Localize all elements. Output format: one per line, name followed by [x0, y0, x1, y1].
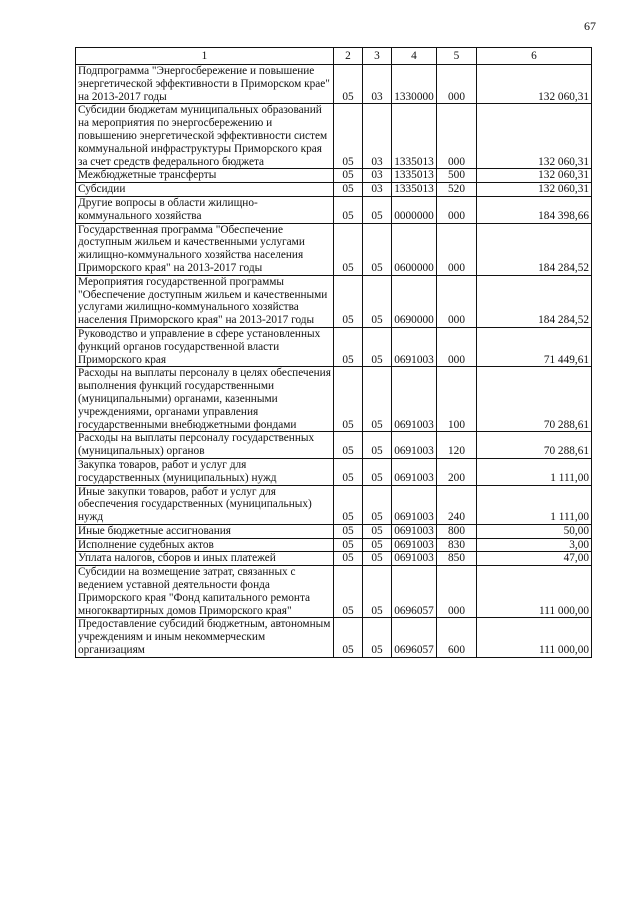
- row-section: 05: [334, 524, 363, 538]
- row-amount: 71 449,61: [477, 327, 592, 366]
- row-amount: 70 288,61: [477, 367, 592, 432]
- table-row: [76, 196, 592, 223]
- row-amount: 184 284,52: [477, 275, 592, 327]
- row-section: 05: [334, 485, 363, 524]
- row-expense-type: 520: [437, 183, 477, 197]
- row-section: 05: [334, 367, 363, 432]
- table-row: [76, 432, 592, 459]
- table-body: [76, 65, 592, 658]
- row-article: 0696057: [392, 566, 437, 618]
- table-header-row: [76, 48, 592, 65]
- row-article: 0000000: [392, 196, 437, 223]
- row-name: Иные закупки товаров, работ и услуг для обеспечения государственных (муниципальных) нужд: [76, 485, 334, 524]
- row-amount: 111 000,00: [477, 566, 592, 618]
- row-section: 05: [334, 104, 363, 169]
- row-subsection: 05: [363, 566, 392, 618]
- row-name: Предоставление субсидий бюджетным, автономным учреждениям и иным некоммерческим организациям: [76, 618, 334, 657]
- row-section: 05: [334, 618, 363, 657]
- row-subsection: 03: [363, 183, 392, 197]
- row-article: 0696057: [392, 618, 437, 657]
- row-subsection: 05: [363, 275, 392, 327]
- row-name: Уплата налогов, сборов и иных платежей: [76, 552, 334, 566]
- table-row: [76, 538, 592, 552]
- row-article: 0691003: [392, 458, 437, 485]
- header-col-name: 1: [76, 48, 334, 65]
- row-expense-type: 240: [437, 485, 477, 524]
- row-expense-type: 600: [437, 618, 477, 657]
- row-expense-type: 500: [437, 169, 477, 183]
- row-subsection: 05: [363, 618, 392, 657]
- row-name: Субсидии: [76, 183, 334, 197]
- row-expense-type: 830: [437, 538, 477, 552]
- row-name: Исполнение судебных актов: [76, 538, 334, 552]
- row-amount: 70 288,61: [477, 432, 592, 459]
- row-article: 0691003: [392, 432, 437, 459]
- row-subsection: 05: [363, 524, 392, 538]
- row-name: Государственная программа "Обеспечение доступным жильем и качественными услугами жилищно-коммунального хозяйства населения Приморского края" на 2013-2017 годы: [76, 223, 334, 275]
- row-article: 0691003: [392, 367, 437, 432]
- table-row: [76, 552, 592, 566]
- row-amount: 1 111,00: [477, 458, 592, 485]
- header-col-subsection: 3: [363, 48, 392, 65]
- row-subsection: 05: [363, 223, 392, 275]
- row-section: 05: [334, 566, 363, 618]
- row-expense-type: 000: [437, 327, 477, 366]
- row-amount: 184 284,52: [477, 223, 592, 275]
- row-amount: 111 000,00: [477, 618, 592, 657]
- row-name: Субсидии на возмещение затрат, связанных с ведением уставной деятельности фонда Приморского края "Фонд капитального ремонта многоквартирных домов Приморского края": [76, 566, 334, 618]
- row-section: 05: [334, 458, 363, 485]
- table-row: [76, 65, 592, 104]
- row-article: 0691003: [392, 485, 437, 524]
- row-article: 1335013: [392, 169, 437, 183]
- row-amount: 132 060,31: [477, 65, 592, 104]
- table-row: [76, 524, 592, 538]
- row-article: 0690000: [392, 275, 437, 327]
- header-col-section: 2: [334, 48, 363, 65]
- row-expense-type: 000: [437, 196, 477, 223]
- row-subsection: 03: [363, 65, 392, 104]
- budget-table: [75, 47, 592, 658]
- row-amount: 1 111,00: [477, 485, 592, 524]
- row-article: 0691003: [392, 552, 437, 566]
- row-expense-type: 000: [437, 65, 477, 104]
- row-expense-type: 000: [437, 566, 477, 618]
- header-col-article: 4: [392, 48, 437, 65]
- row-amount: 184 398,66: [477, 196, 592, 223]
- row-expense-type: 200: [437, 458, 477, 485]
- row-subsection: 05: [363, 458, 392, 485]
- row-amount: 132 060,31: [477, 183, 592, 197]
- table-row: [76, 458, 592, 485]
- row-article: 0691003: [392, 327, 437, 366]
- row-name: Иные бюджетные ассигнования: [76, 524, 334, 538]
- row-amount: 132 060,31: [477, 169, 592, 183]
- row-article: 0600000: [392, 223, 437, 275]
- row-name: Другие вопросы в области жилищно-коммунального хозяйства: [76, 196, 334, 223]
- row-article: 0691003: [392, 524, 437, 538]
- row-section: 05: [334, 196, 363, 223]
- row-name: Расходы на выплаты персоналу государственных (муниципальных) органов: [76, 432, 334, 459]
- row-name: Субсидии бюджетам муниципальных образований на мероприятия по энергосбережению и повышению энергетической эффективности систем коммунальной инфраструктуры Приморского края за счет средств федерального бюджета: [76, 104, 334, 169]
- table-row: [76, 367, 592, 432]
- row-expense-type: 000: [437, 223, 477, 275]
- table-row: [76, 618, 592, 657]
- table-row: [76, 183, 592, 197]
- row-expense-type: 000: [437, 104, 477, 169]
- table-row: [76, 566, 592, 618]
- row-name: Мероприятия государственной программы "Обеспечение доступным жильем и качественными услугами жилищно-коммунального хозяйства населения Приморского края" на 2013-2017 годы: [76, 275, 334, 327]
- row-name: Руководство и управление в сфере установленных функций органов государственной власти Приморского края: [76, 327, 334, 366]
- row-amount: 47,00: [477, 552, 592, 566]
- table-row: [76, 104, 592, 169]
- row-section: 05: [334, 552, 363, 566]
- row-amount: 3,00: [477, 538, 592, 552]
- row-subsection: 05: [363, 538, 392, 552]
- row-subsection: 05: [363, 552, 392, 566]
- row-subsection: 05: [363, 485, 392, 524]
- row-subsection: 05: [363, 367, 392, 432]
- row-expense-type: 100: [437, 367, 477, 432]
- row-subsection: 05: [363, 432, 392, 459]
- table-row: [76, 327, 592, 366]
- row-section: 05: [334, 327, 363, 366]
- row-section: 05: [334, 275, 363, 327]
- row-section: 05: [334, 223, 363, 275]
- row-name: Закупка товаров, работ и услуг для государственных (муниципальных) нужд: [76, 458, 334, 485]
- row-amount: 50,00: [477, 524, 592, 538]
- row-section: 05: [334, 183, 363, 197]
- table-row: [76, 169, 592, 183]
- header-col-type: 5: [437, 48, 477, 65]
- row-expense-type: 000: [437, 275, 477, 327]
- table-row: [76, 485, 592, 524]
- row-subsection: 03: [363, 104, 392, 169]
- table-row: [76, 275, 592, 327]
- row-article: 1335013: [392, 104, 437, 169]
- row-section: 05: [334, 65, 363, 104]
- row-expense-type: 120: [437, 432, 477, 459]
- row-subsection: 05: [363, 196, 392, 223]
- row-section: 05: [334, 169, 363, 183]
- row-article: 1335013: [392, 183, 437, 197]
- row-subsection: 05: [363, 327, 392, 366]
- row-article: 0691003: [392, 538, 437, 552]
- row-name: Расходы на выплаты персоналу в целях обеспечения выполнения функций государственными (муниципальными) органами, казенными учреждениями, органами управления государственными внебюджетными фондами: [76, 367, 334, 432]
- row-name: Межбюджетные трансферты: [76, 169, 334, 183]
- row-article: 1330000: [392, 65, 437, 104]
- row-section: 05: [334, 432, 363, 459]
- row-expense-type: 800: [437, 524, 477, 538]
- row-expense-type: 850: [437, 552, 477, 566]
- row-name: Подпрограмма "Энергосбережение и повышение энергетической эффективности в Приморском крае" на 2013-2017 годы: [76, 65, 334, 104]
- header-col-amount: 6: [477, 48, 592, 65]
- page-number: 67: [584, 19, 596, 33]
- table-row: [76, 223, 592, 275]
- row-section: 05: [334, 538, 363, 552]
- row-subsection: 03: [363, 169, 392, 183]
- row-amount: 132 060,31: [477, 104, 592, 169]
